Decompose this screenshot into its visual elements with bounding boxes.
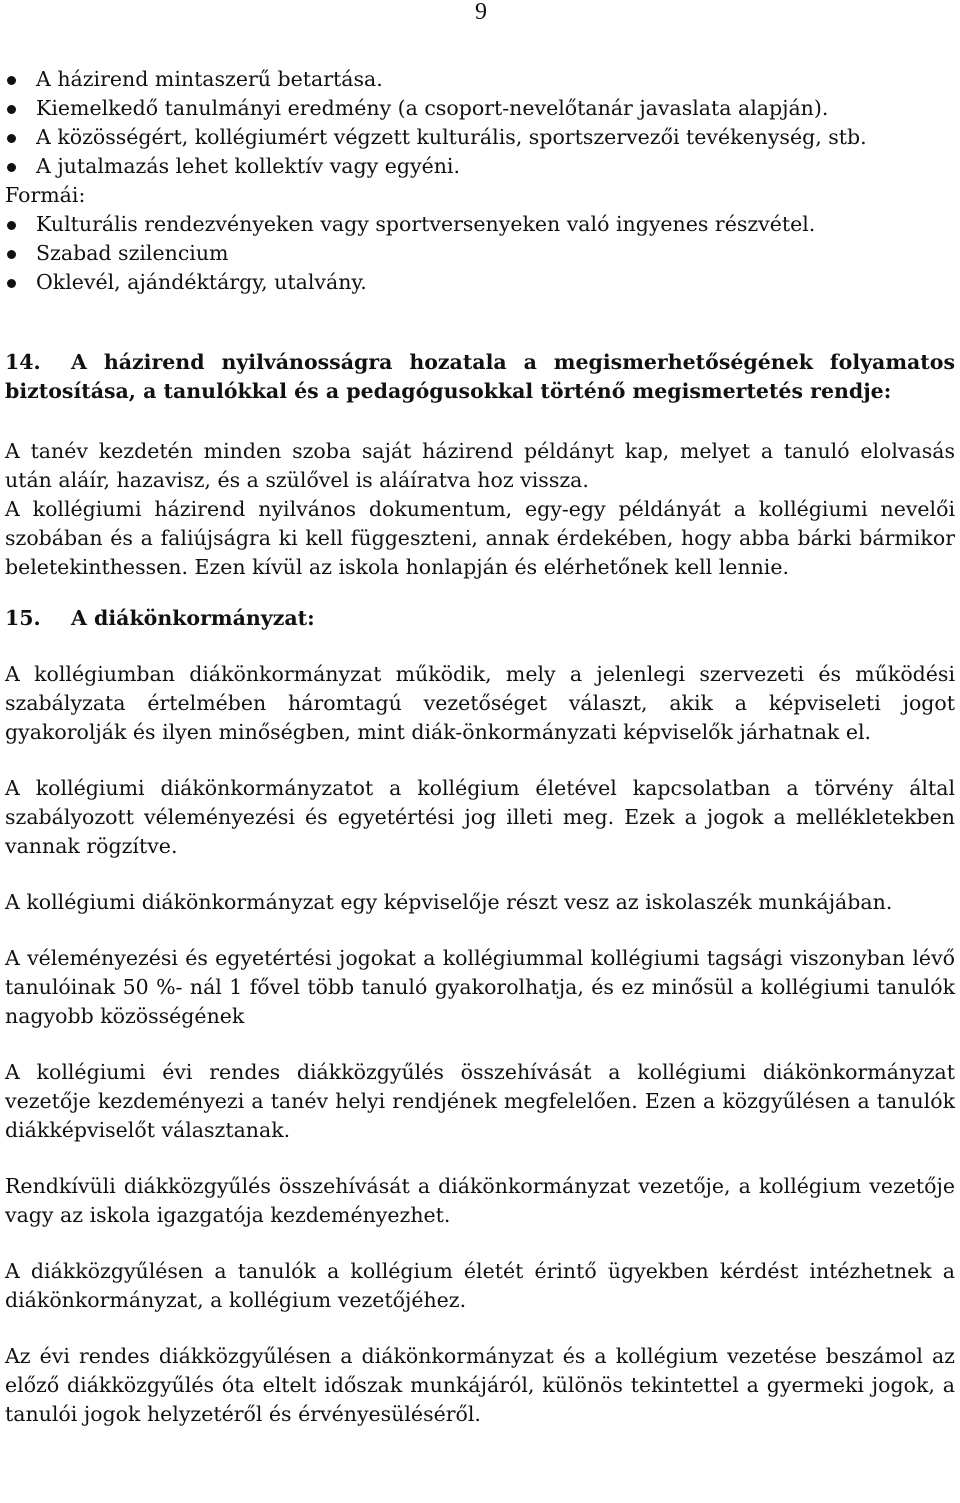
list-item-text: A házirend mintaszerű betartása. [36, 67, 383, 91]
paragraph: A kollégiumban diákönkormányzat működik, mely a jelenlegi szervezeti és működési szabályzata értelmében háromtagú vezetőséget választ, akik a képviseleti jogot gyakorolják és ilyen minőségben, mint diák-önkormányzati képviselők járhatnak el. [5, 662, 955, 744]
bullet-icon [7, 76, 16, 85]
list-item [5, 94, 955, 123]
paragraph: Az évi rendes diákközgyűlésen a diákönkormányzat és a kollégium vezetése beszámol az előző diákközgyűlés óta eltelt időszak munkájáról, különös tekintettel a gyermeki jogok, a tanulói jogok helyzetéről és érvényesüléséről. [5, 1344, 955, 1426]
list-item-text: A közösségért, kollégiumért végzett kulturális, sportszervezői tevékenység, stb. [36, 125, 867, 149]
page-number: 9 [475, 0, 487, 25]
list-item-text: Kulturális rendezvényeken vagy sportversenyeken való ingyenes részvétel. [36, 212, 816, 236]
list-item-text: Szabad szilencium [36, 241, 229, 265]
list-item [5, 210, 955, 239]
bullet-icon [7, 134, 16, 143]
section-15-title: A diákönkormányzat: [71, 606, 315, 630]
list-item [5, 65, 955, 94]
paragraph: A kollégiumi diákönkormányzat egy képviselője részt vesz az iskolaszék munkájában. [5, 890, 893, 914]
section-15-number: 15. [5, 606, 41, 630]
list-item [5, 152, 955, 181]
list-item [5, 239, 955, 268]
formai-list [5, 210, 955, 297]
paragraph: A kollégiumi házirend nyilvános dokumentum, egy-egy példányát a kollégiumi nevelői szobában és a faliújságra ki kell függeszteni, annak érdekében, hogy abba bárki bármikor beletekinthessen. Ezen kívül az iskola honlapján és elérhetőnek kell lennie. [5, 497, 955, 579]
bullet-icon [7, 163, 16, 172]
bullet-icon [7, 105, 16, 114]
bullet-icon [7, 279, 16, 288]
list-item [5, 123, 955, 152]
document-body [5, 65, 955, 1429]
reward-list [5, 65, 955, 181]
list-item-text: Kiemelkedő tanulmányi eredmény (a csoport-nevelőtanár javaslata alapján). [36, 96, 829, 120]
list-item-text: A jutalmazás lehet kollektív vagy egyéni. [36, 154, 460, 178]
paragraph: A kollégiumi évi rendes diákközgyűlés összehívását a kollégiumi diákönkormányzat vezetője kezdeményezi a tanév helyi rendjének megfelelően. Ezen a közgyűlésen a tanulók diákképviselőt választanak. [5, 1060, 955, 1142]
paragraph: A diákközgyűlésen a tanulók a kollégium életét érintő ügyekben kérdést intézhetnek a diákönkormányzat, a kollégium vezetőjéhez. [5, 1259, 955, 1312]
paragraph: A tanév kezdetén minden szoba saját házirend példányt kap, melyet a tanuló elolvasás után aláír, hazavisz, és a szülővel is aláíratva hoz vissza. [5, 439, 955, 492]
paragraph: A véleményezési és egyetértési jogokat a kollégiummal kollégiumi tagsági viszonyban lévő tanulóinak 50 %- nál 1 fővel több tanuló gyakorolhatja, és ez minősül a kollégiumi tanulók nagyobb közösségének [5, 946, 955, 1028]
formai-label: Formái: [5, 183, 86, 207]
paragraph: Rendkívüli diákközgyűlés összehívását a diákönkormányzat vezetője, a kollégium vezetője vagy az iskola igazgatója kezdeményezhet. [5, 1174, 955, 1227]
section-14-title: A házirend nyilvánosságra hozatala a megismerhetőségének folyamatos biztosítása, a tanulókkal és a pedagógusokkal történő megismertetés rendje: [5, 350, 955, 403]
list-item [5, 268, 955, 297]
section-15-heading [5, 604, 955, 633]
paragraph: A kollégiumi diákönkormányzatot a kollégium életével kapcsolatban a törvény által szabályozott véleményezési és egyetértési jog illeti meg. Ezek a jogok a mellékletekben vannak rögzítve. [5, 776, 955, 858]
bullet-icon [7, 221, 16, 230]
section-14-heading [5, 348, 955, 406]
section-14-number: 14. [5, 350, 41, 374]
bullet-icon [7, 250, 16, 259]
list-item-text: Oklevél, ajándéktárgy, utalvány. [36, 270, 367, 294]
